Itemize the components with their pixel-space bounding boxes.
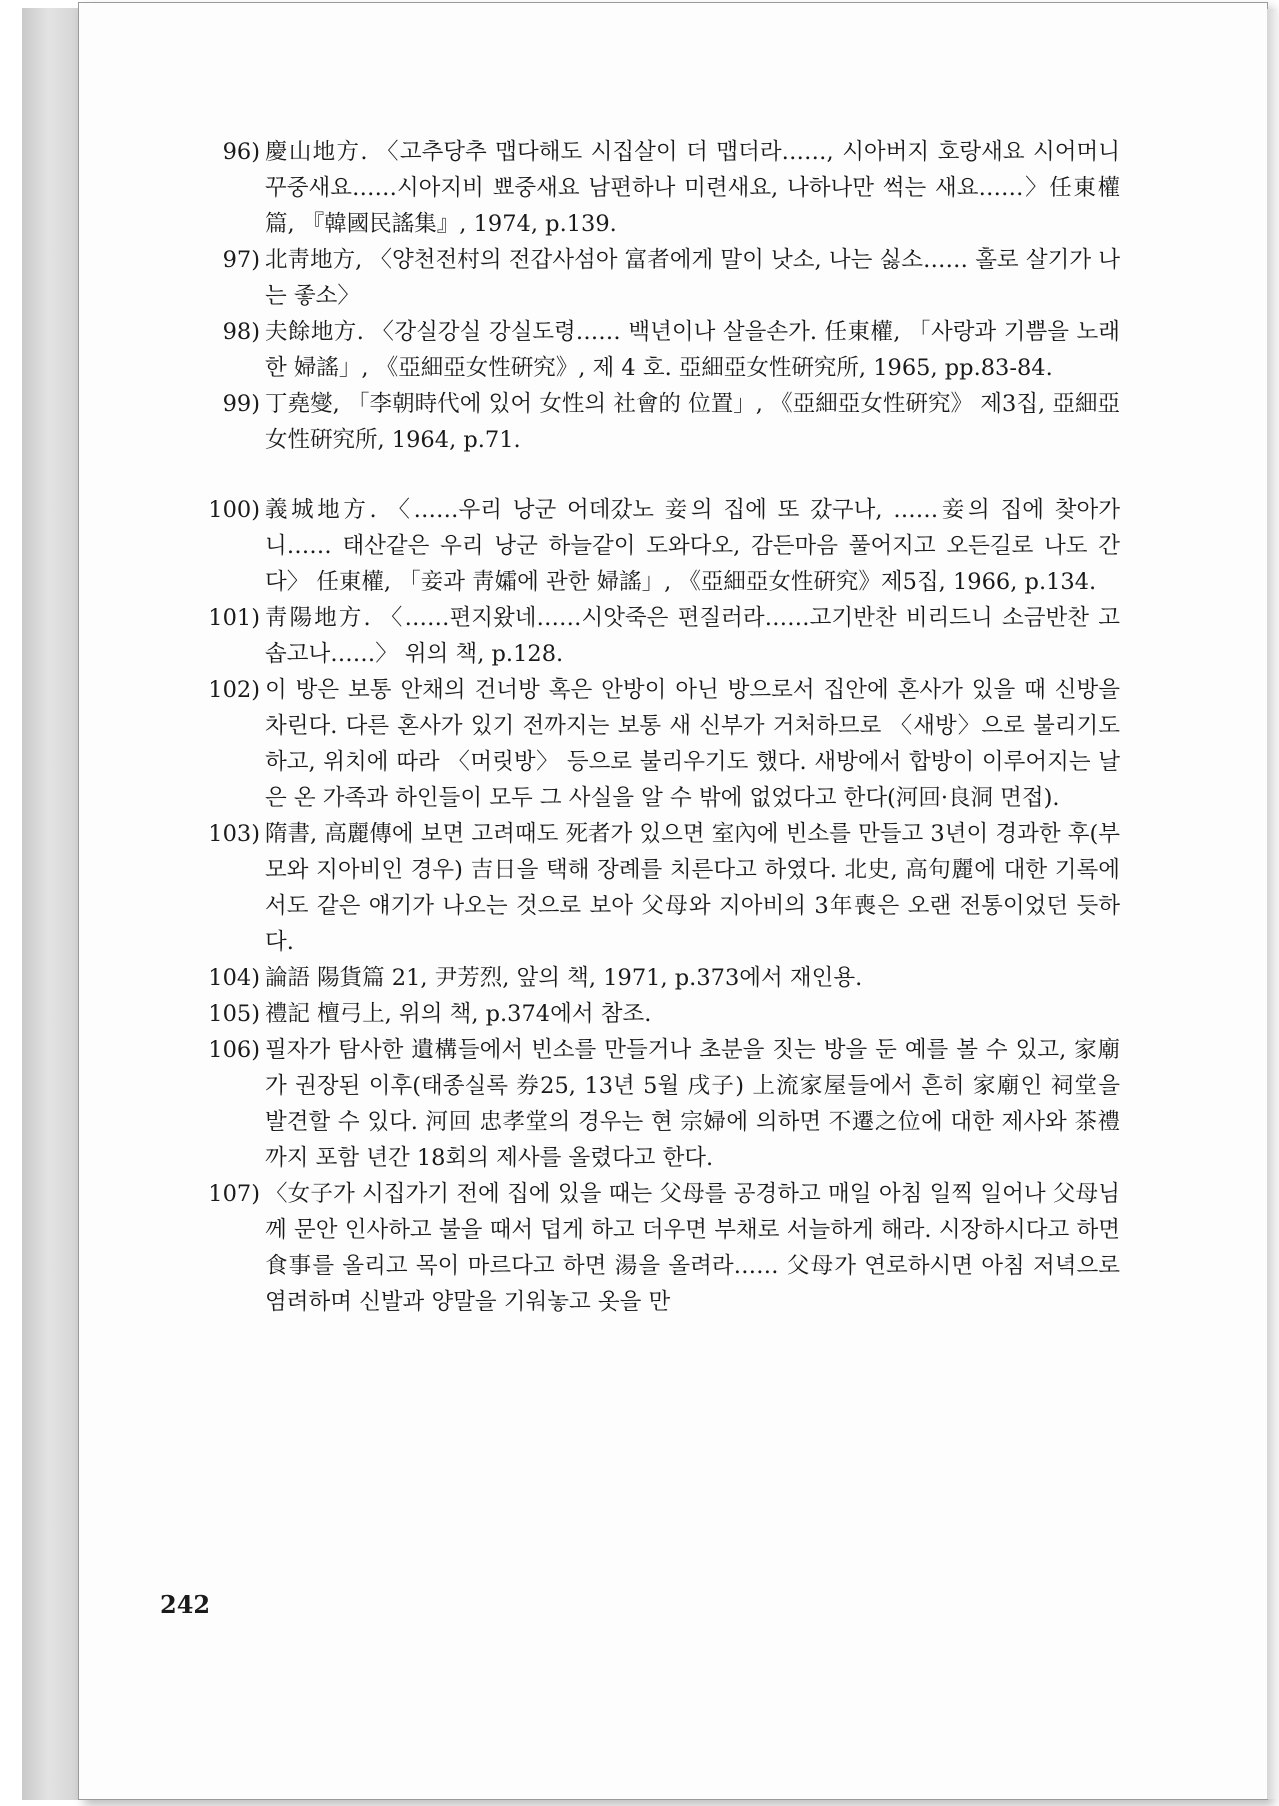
footnote — [120, 816, 1120, 960]
footnote-number: 98) — [222, 319, 260, 345]
footnote-number: 102) — [208, 677, 260, 703]
footnote-number: 97) — [222, 247, 260, 273]
footnote-number: 100) — [208, 497, 260, 523]
footnote-text: 義城地方. 〈……우리 낭군 어데갔노 妾의 집에 또 갔구나, ……妾의 집에 찾아가니…… 태산같은 우리 낭군 하늘같이 도와다오, 감든마음 풀어지고 오든길로 나도 간다〉 任東權, 「妾과 靑孀에 관한 婦謠」, 《亞細亞女性硏究》제5집, 1966, p.134. — [265, 497, 1120, 595]
footnote — [120, 960, 1120, 996]
footnote — [120, 1032, 1120, 1176]
footnote — [120, 492, 1120, 600]
footnote-text: 北靑地方, 〈양천전村의 전갑사섬아 富者에게 말이 낫소, 나는 싫소…… 홀로 살기가 나는 좋소〉 — [265, 247, 1120, 309]
page-number: 242 — [160, 1590, 211, 1619]
footnote-text: 靑陽地方. 〈……편지왔네……시앗죽은 편질러라……고기반찬 비리드니 소금반찬 고솝고나……〉 위의 책, p.128. — [265, 605, 1120, 667]
footnote-text: 이 방은 보통 안채의 건너방 혹은 안방이 아닌 방으로서 집안에 혼사가 있을 때 신방을 차린다. 다른 혼사가 있기 전까지는 보통 새 신부가 거처하므로 〈새방〉으로 불리기도 하고, 위치에 따라 〈머릿방〉 등으로 불리우기도 했다. 새방에서 합방이 이루어지는 날은 온 가족과 하인들이 모두 그 사실을 알 수 밖에 없었다고 한다(河回·良洞 면접). — [265, 677, 1120, 811]
page-edge — [1267, 9, 1277, 1799]
footnotes — [120, 134, 1120, 1320]
footnote-text: 丁堯燮, 「李朝時代에 있어 女性의 社會的 位置」, 《亞細亞女性硏究》 제3집, 亞細亞女性硏究所, 1964, p.71. — [265, 391, 1120, 453]
footnote — [120, 996, 1120, 1032]
footnote — [120, 1176, 1120, 1320]
footnote-number: 96) — [222, 139, 260, 165]
footnote — [120, 134, 1120, 242]
footnote-number: 99) — [222, 391, 260, 417]
footnote-text: 夫餘地方. 〈강실강실 강실도령…… 백년이나 살을손가. 任東權, 「사랑과 기쁨을 노래한 婦謠」, 《亞細亞女性硏究》, 제 4 호. 亞細亞女性硏究所, 1965, pp.83-84. — [265, 319, 1120, 381]
footnote-number: 107) — [208, 1181, 260, 1207]
footnote-text: 〈女子가 시집가기 전에 집에 있을 때는 父母를 공경하고 매일 아침 일찍 일어나 父母님께 문안 인사하고 불을 때서 덥게 하고 더우면 부채로 서늘하게 해라. 시장하시다고 하면 食事를 올리고 목이 마르다고 하면 湯을 올려라…… 父母가 연로하시면 아침 저녁으로 염려하며 신발과 양말을 기워놓고 옷을 만 — [265, 1181, 1120, 1315]
footnote-number: 101) — [208, 605, 260, 631]
footnote-number: 104) — [208, 965, 260, 991]
footnote — [120, 600, 1120, 672]
footnote-text: 論語 陽貨篇 21, 尹芳烈, 앞의 책, 1971, p.373에서 재인용. — [265, 965, 863, 991]
footnote — [120, 314, 1120, 386]
footnote-number: 103) — [208, 821, 260, 847]
footnote-number: 105) — [208, 1001, 260, 1027]
footnote-text: 禮記 檀弓上, 위의 책, p.374에서 참조. — [265, 1001, 652, 1027]
footnote-text: 隋書, 高麗傳에 보면 고려때도 死者가 있으면 室內에 빈소를 만들고 3년이 경과한 후(부모와 지아비인 경우) 吉日을 택해 장례를 치른다고 하였다. 北史, 高句麗에 대한 기록에서도 같은 얘기가 나오는 것으로 보아 父母와 지아비의 3年喪은 오랜 전통이었던 듯하다. — [265, 821, 1120, 955]
footnote-group-2 — [120, 492, 1120, 1320]
footnote — [120, 386, 1120, 458]
footnote-text: 필자가 탐사한 遺構들에서 빈소를 만들거나 초분을 짓는 방을 둔 예를 볼 수 있고, 家廟가 권장된 이후(태종실록 券25, 13년 5월 戌子) 上流家屋들에서 흔히 家廟인 祠堂을 발견할 수 있다. 河回 忠孝堂의 경우는 현 宗婦에 의하면 不遷之位에 대한 제사와 茶禮까지 포함 년간 18회의 제사를 올렸다고 한다. — [265, 1037, 1120, 1171]
footnote-number: 106) — [208, 1037, 260, 1063]
footnote — [120, 242, 1120, 314]
footnote-group-1 — [120, 134, 1120, 458]
book-spine — [22, 8, 82, 1800]
footnote-text: 慶山地方. 〈고추당추 맵다해도 시집살이 더 맵더라……, 시아버지 호랑새요 시어머니 꾸중새요……시아지비 뾰중새요 남편하나 미련새요, 나하나만 썩는 새요……〉任東權 篇, 『韓國民謠集』, 1974, p.139. — [265, 139, 1120, 237]
section-gap — [120, 458, 1120, 492]
footnote — [120, 672, 1120, 816]
